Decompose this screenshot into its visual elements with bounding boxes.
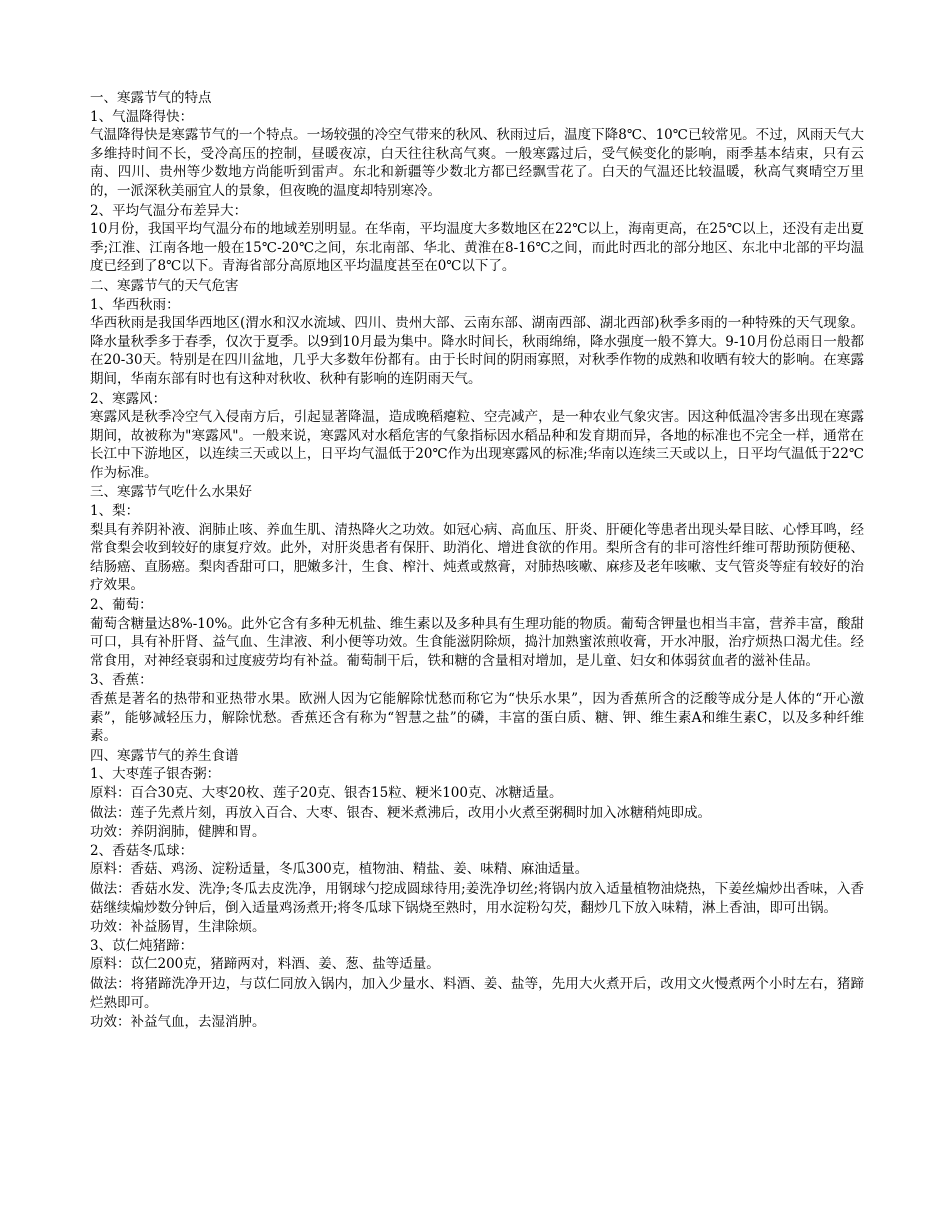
paragraph: 华西秋雨是我国华西地区(渭水和汉水流域、四川、贵州大部、云南东部、湖南西部、湖北西部)秋季多雨的一种特殊的天气现象。降水量秋季多于春季，仅次于夏季。以9到10月最为集中。降水时间长，秋雨绵绵，降水强度一般不算大。9-10月份总雨日一般都在20-30天。特别是在四川盆地，几乎大多数年份都有。由于长时间的阴雨寡照，对秋季作物的成熟和收晒有较大的影响。在寒露期间，华南东部有时也有这种对秋收、秋种有影响的连阴雨天气。 [90, 315, 864, 387]
paragraph: 葡萄含糖量达8%-10%。此外它含有多种无机盐、维生素以及多种具有生理功能的物质。葡萄含钾量也相当丰富，营养丰富，酸甜可口，具有补肝肾、益气血、生津液、利小便等功效。生食能滋阴除烦，捣汁加熟蜜浓煎收膏，开水冲服，治疗烦热口渴尤佳。经常食用，对神经衰弱和过度疲劳均有补益。葡萄制干后，铁和糖的含量相对增加，是儿童、妇女和体弱贫血者的滋补佳品。 [90, 615, 864, 669]
subsection-heading: 2、葡萄： [90, 597, 153, 614]
section-heading: 一、寒露节气的特点 [90, 90, 212, 106]
subsection-heading: 1、梨： [90, 503, 140, 520]
paragraph: 梨具有养阴补液、润肺止咳、养血生肌、清热降火之功效。如冠心病、高血压、肝炎、肝硬化等患者出现头晕目眩、心悸耳鸣，经常食梨会收到较好的康复疗效。此外，对肝炎患者有保肝、助消化、增进食欲的作用。梨所含有的非可溶性纤维可帮助预防便秘、结肠癌、直肠癌。梨肉香甜可口，肥嫩多汁，生食、榨汁、炖煮或熬膏，对肺热咳嗽、麻疹及老年咳嗽、支气管炎等症有较好的治疗效果。 [90, 521, 864, 594]
subsection-heading: 2、平均气温分布差异大： [90, 202, 248, 219]
section-heading: 三、寒露节气吃什么水果好 [90, 484, 252, 501]
recipe-ingredients: 原料：香菇、鸡汤、淀粉适量，冬瓜300克，植物油、精盐、姜、味精、麻油适量。 [90, 861, 589, 878]
paragraph: 气温降得快是寒露节气的一个特点。一场较强的冷空气带来的秋风、秋雨过后，温度下降8℃、10℃已较常见。不过，风雨天气大多维持时间不长，受冷高压的控制，昼暖夜凉，白天往往秋高气爽。一般寒露过后，受气候变化的影响，雨季基本结束，只有云南、四川、贵州等少数地方尚能听到雷声。东北和新疆等少数北方都已经飘雪花了。白天的气温还比较温暖，秋高气爽晴空万里的，一派深秋美丽宜人的景象，但夜晚的温度却特别寒冷。 [90, 127, 864, 199]
recipe-benefits: 功效：补益气血，去湿消肿。 [90, 1014, 266, 1031]
subsection-heading: 2、寒露风： [90, 390, 167, 407]
subsection-heading: 1、华西秋雨： [90, 296, 180, 313]
subsection-heading: 1、大枣莲子银杏粥： [90, 766, 221, 783]
subsection-heading: 3、苡仁炖猪蹄： [90, 937, 194, 954]
section-heading: 二、寒露节气的天气危害 [90, 277, 239, 294]
recipe-ingredients: 原料：百合30克、大枣20枚、莲子20克、银杏15粒、粳米100克、冰糖适量。 [90, 784, 563, 801]
paragraph: 寒露风是秋季冷空气入侵南方后，引起显著降温，造成晚稻瘪粒、空壳减产，是一种农业气象灾害。因这种低温冷害多出现在寒露期间，故被称为"寒露风"。一般来说，寒露风对水稻危害的气象指标因水稻品种和发育期而异，各地的标准也不完全一样，通常在长江中下游地区，以连续三天或以上，日平均气温低于20℃作为出现寒露风的标准;华南以连续三天或以上，日平均气温低于22℃作为标准。 [90, 409, 864, 481]
recipe-benefits: 功效：补益肠胃，生津除烦。 [90, 919, 266, 936]
subsection-heading: 3、香蕉： [90, 672, 153, 689]
recipe-ingredients: 原料：苡仁200克，猪蹄两对，料酒、姜、葱、盐等适量。 [90, 956, 440, 973]
section-heading: 四、寒露节气的养生食谱 [90, 747, 239, 764]
recipe-method: 做法：将猪蹄洗净开边，与苡仁同放入锅内，加入少量水、料酒、姜、盐等，先用大火煮开后，改用文火慢煮两个小时左右，猪蹄烂熟即可。 [90, 975, 864, 1011]
subsection-heading: 2、香菇冬瓜球： [90, 842, 194, 859]
subsection-heading: 1、气温降得快： [90, 108, 194, 125]
recipe-method: 做法：莲子先煮片刻，再放入百合、大枣、银杏、粳米煮沸后，改用小火煮至粥稠时加入冰糖稍炖即成。 [90, 804, 711, 821]
recipe-benefits: 功效：养阴润肺，健脾和胃。 [90, 824, 266, 841]
paragraph: 10月份，我国平均气温分布的地域差别明显。在华南，平均温度大多数地区在22℃以上，海南更高，在25℃以上，还没有走出夏季;江淮、江南各地一般在15℃-20℃之间，东北南部、华北、黄淮在8-16℃之间，而此时西北的部分地区、东北中北部的平均温度已经到了8℃以下。青海省部分高原地区平均温度甚至在0℃以下了。 [90, 221, 864, 275]
recipe-method: 做法：香菇水发、洗净;冬瓜去皮洗净，用钢球勺挖成圆球待用;姜洗净切丝;将锅内放入适量植物油烧热，下姜丝煸炒出香味，入香菇继续煸炒数分钟后，倒入适量鸡汤煮开;将冬瓜球下锅烧至熟时，用水淀粉勾芡，翻炒几下放入味精，淋上香油，即可出锅。 [90, 880, 864, 916]
paragraph: 香蕉是著名的热带和亚热带水果。欧洲人因为它能解除忧愁而称它为“快乐水果”，因为香蕉所含的泛酸等成分是人体的“开心激素”，能够减轻压力，解除忧愁。香蕉还含有称为“智慧之盐”的磷，丰富的蛋白质、糖、钾、维生素A和维生素C，以及多种纤维素。 [90, 691, 865, 745]
